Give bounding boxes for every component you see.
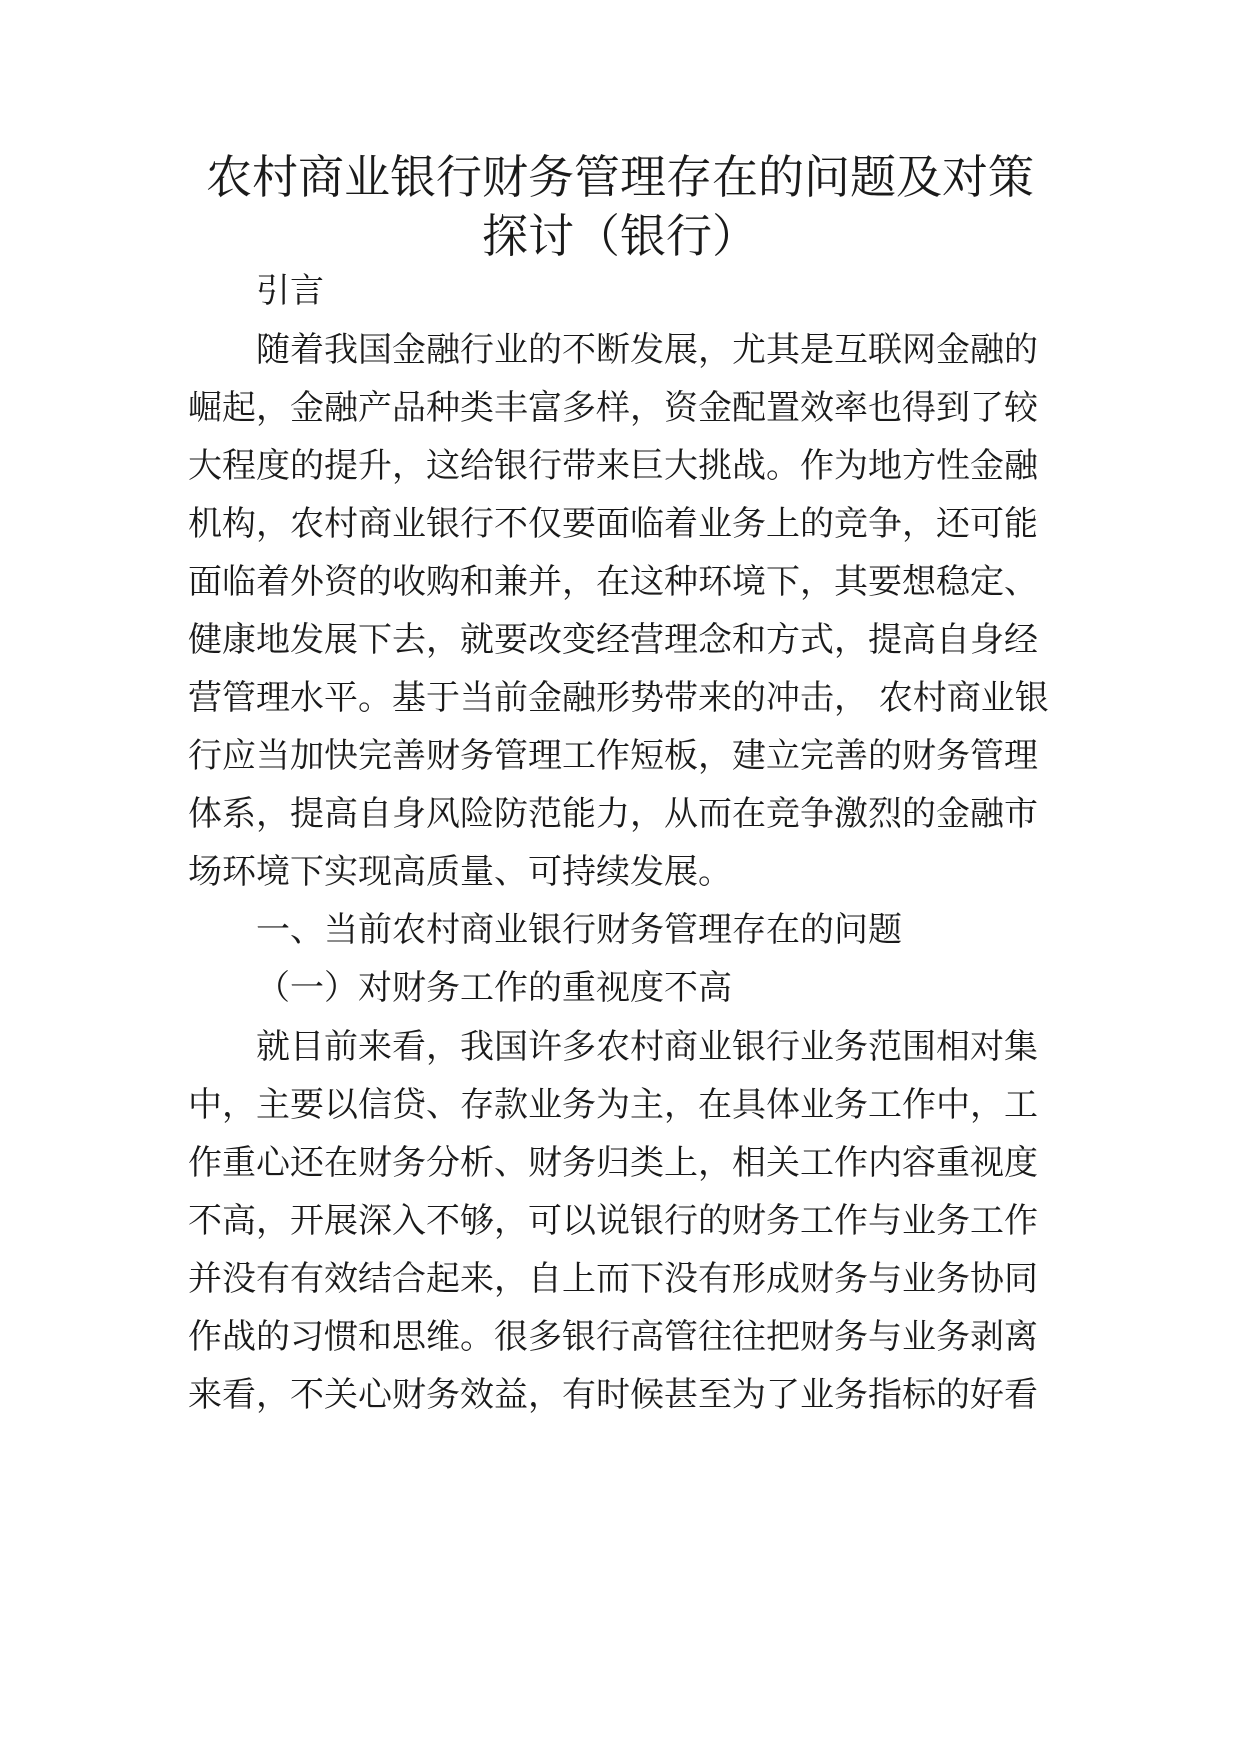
paragraph-line: 崛起，金融产品种类丰富多样，资金配置效率也得到了较 <box>188 388 1038 428</box>
document-title-line-1: 农村商业银行财务管理存在的问题及对策 <box>206 150 1034 204</box>
paragraph-line: 机构，农村商业银行不仅要面临着业务上的竞争，还可能 <box>188 504 1038 544</box>
paragraph-line: 大程度的提升，这给银行带来巨大挑战。作为地方性金融 <box>188 446 1038 486</box>
document-title-line-2: 探讨（银行） <box>482 209 758 263</box>
paragraph-line: 行应当加快完善财务管理工作短板，建立完善的财务管理 <box>188 736 1038 776</box>
paragraph-line: 面临着外资的收购和兼并，在这种环境下，其要想稳定、 <box>188 562 1038 602</box>
section-heading-1: 一、当前农村商业银行财务管理存在的问题 <box>256 910 902 950</box>
paragraph-line: 就目前来看，我国许多农村商业银行业务范围相对集 <box>256 1027 1038 1067</box>
paragraph-line: 不高，开展深入不够，可以说银行的财务工作与业务工作 <box>188 1201 1038 1241</box>
paragraph-line: 来看，不关心财务效益，有时候甚至为了业务指标的好看 <box>188 1375 1038 1415</box>
paragraph-line: 并没有有效结合起来，自上而下没有形成财务与业务协同 <box>188 1259 1038 1299</box>
paragraph-line: 作战的习惯和思维。很多银行高管往往把财务与业务剥离 <box>188 1317 1038 1357</box>
paragraph-line: 健康地发展下去，就要改变经营理念和方式，提高自身经 <box>188 620 1038 660</box>
subsection-heading-1-1: （一）对财务工作的重视度不高 <box>256 968 732 1008</box>
paragraph-line: 营管理水平。基于当前金融形势带来的冲击， 农村商业银 <box>188 678 1049 718</box>
paragraph-line: 作重心还在财务分析、财务归类上，相关工作内容重视度 <box>188 1143 1038 1183</box>
paragraph-line: 体系，提高自身风险防范能力，从而在竞争激烈的金融市 <box>188 794 1038 834</box>
section-heading-intro: 引言 <box>256 271 324 311</box>
paragraph-line: 中，主要以信贷、存款业务为主，在具体业务工作中，工 <box>188 1085 1038 1125</box>
paragraph-line: 随着我国金融行业的不断发展，尤其是互联网金融的 <box>256 330 1038 370</box>
paragraph-line: 场环境下实现高质量、可持续发展。 <box>188 852 732 892</box>
